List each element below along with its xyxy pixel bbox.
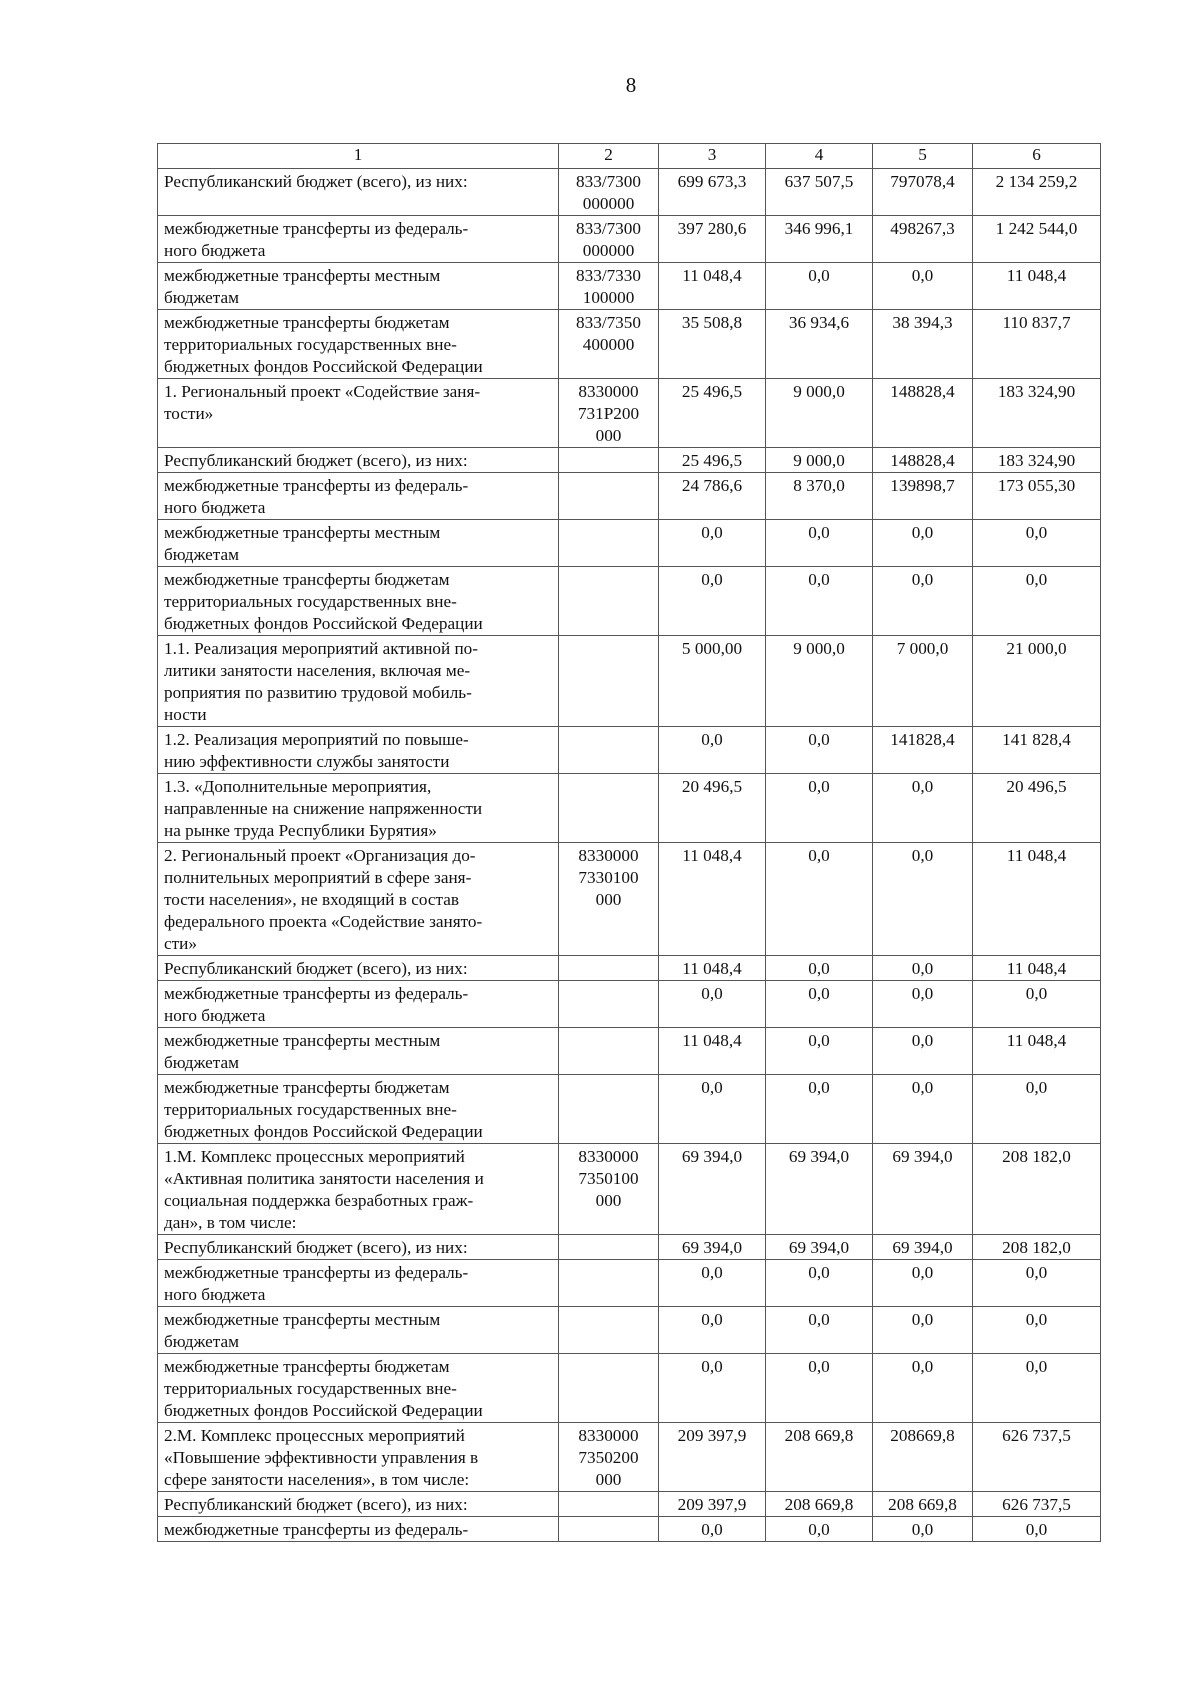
- value-col-6: 0,0: [973, 567, 1101, 636]
- value-col-6: 21 000,0: [973, 636, 1101, 727]
- value-col-3: 0,0: [659, 727, 766, 774]
- row-label: Республиканский бюджет (всего), из них:: [158, 448, 559, 473]
- value-col-6: 11 048,4: [973, 956, 1101, 981]
- value-col-5: 498267,3: [873, 216, 973, 263]
- value-col-6: 173 055,30: [973, 473, 1101, 520]
- value-col-5: 69 394,0: [873, 1235, 973, 1260]
- value-col-3: 0,0: [659, 567, 766, 636]
- value-col-3: 35 508,8: [659, 310, 766, 379]
- budget-code: 8330000 7350100 000: [559, 1144, 659, 1235]
- row-label: межбюджетные трансферты бюджетам территориальных государственных вне- бюджетных фондов Российской Федерации: [158, 1354, 559, 1423]
- budget-code: 833/7330 100000: [559, 263, 659, 310]
- value-col-4: 8 370,0: [766, 473, 873, 520]
- budget-code: [559, 1075, 659, 1144]
- budget-code: [559, 956, 659, 981]
- row-label: 2. Региональный проект «Организация до- полнительных мероприятий в сфере заня- тости населения», не входящий в состав федерального проекта «Содействие занято- сти»: [158, 843, 559, 956]
- value-col-6: 0,0: [973, 1517, 1101, 1542]
- value-col-3: 699 673,3: [659, 169, 766, 216]
- budget-code: 833/7350 400000: [559, 310, 659, 379]
- value-col-5: 0,0: [873, 981, 973, 1028]
- column-header: 4: [766, 144, 873, 169]
- value-col-6: 626 737,5: [973, 1492, 1101, 1517]
- value-col-3: 0,0: [659, 1075, 766, 1144]
- value-col-5: 141828,4: [873, 727, 973, 774]
- value-col-5: 0,0: [873, 1307, 973, 1354]
- row-label: межбюджетные трансферты из федераль- ного бюджета: [158, 473, 559, 520]
- row-label: межбюджетные трансферты местным бюджетам: [158, 1028, 559, 1075]
- value-col-4: 36 934,6: [766, 310, 873, 379]
- value-col-5: 38 394,3: [873, 310, 973, 379]
- value-col-5: 0,0: [873, 1354, 973, 1423]
- table-header-row: [158, 144, 1101, 169]
- table-row: [158, 727, 1101, 774]
- budget-code: 8330000 7330100 000: [559, 843, 659, 956]
- budget-code: 8330000 731P200 000: [559, 379, 659, 448]
- value-col-3: 11 048,4: [659, 1028, 766, 1075]
- value-col-3: 24 786,6: [659, 473, 766, 520]
- value-col-4: 637 507,5: [766, 169, 873, 216]
- value-col-6: 0,0: [973, 1075, 1101, 1144]
- row-label: 1.3. «Дополнительные мероприятия, направленные на снижение напряженности на рынке труда Республики Бурятия»: [158, 774, 559, 843]
- value-col-5: 0,0: [873, 1028, 973, 1075]
- value-col-3: 25 496,5: [659, 379, 766, 448]
- value-col-5: 139898,7: [873, 473, 973, 520]
- value-col-6: 11 048,4: [973, 1028, 1101, 1075]
- budget-code: [559, 473, 659, 520]
- value-col-5: 69 394,0: [873, 1144, 973, 1235]
- budget-code: 8330000 7350200 000: [559, 1423, 659, 1492]
- value-col-3: 11 048,4: [659, 956, 766, 981]
- value-col-6: 0,0: [973, 1307, 1101, 1354]
- row-label: 1.1. Реализация мероприятий активной по- литики занятости населения, включая ме- роприятия по развитию трудовой мобиль- ности: [158, 636, 559, 727]
- budget-code: [559, 1307, 659, 1354]
- value-col-5: 0,0: [873, 1517, 973, 1542]
- row-label: 1.2. Реализация мероприятий по повыше- нию эффективности службы занятости: [158, 727, 559, 774]
- table-row: [158, 473, 1101, 520]
- table-row: [158, 448, 1101, 473]
- value-col-3: 5 000,00: [659, 636, 766, 727]
- value-col-4: 0,0: [766, 981, 873, 1028]
- row-label: 2.М. Комплекс процессных мероприятий «Повышение эффективности управления в сфере занятости населения», в том числе:: [158, 1423, 559, 1492]
- value-col-5: 797078,4: [873, 169, 973, 216]
- budget-code: [559, 1517, 659, 1542]
- value-col-4: 0,0: [766, 567, 873, 636]
- budget-code: [559, 774, 659, 843]
- value-col-3: 0,0: [659, 1354, 766, 1423]
- value-col-5: 0,0: [873, 774, 973, 843]
- row-label: межбюджетные трансферты бюджетам территориальных государственных вне- бюджетных фондов Российской Федерации: [158, 1075, 559, 1144]
- budget-code: 833/7300 000000: [559, 216, 659, 263]
- value-col-6: 1 242 544,0: [973, 216, 1101, 263]
- value-col-5: 0,0: [873, 1075, 973, 1144]
- value-col-6: 141 828,4: [973, 727, 1101, 774]
- row-label: 1. Региональный проект «Содействие заня- тости»: [158, 379, 559, 448]
- row-label: межбюджетные трансферты из федераль-: [158, 1517, 559, 1542]
- table-row: [158, 843, 1101, 956]
- value-col-3: 209 397,9: [659, 1492, 766, 1517]
- table-row: [158, 981, 1101, 1028]
- table-row: [158, 1260, 1101, 1307]
- row-label: межбюджетные трансферты местным бюджетам: [158, 1307, 559, 1354]
- value-col-5: 0,0: [873, 263, 973, 310]
- column-header: 1: [158, 144, 559, 169]
- value-col-6: 20 496,5: [973, 774, 1101, 843]
- value-col-3: 0,0: [659, 520, 766, 567]
- value-col-4: 9 000,0: [766, 379, 873, 448]
- value-col-3: 0,0: [659, 1517, 766, 1542]
- value-col-4: 0,0: [766, 1517, 873, 1542]
- value-col-6: 0,0: [973, 1354, 1101, 1423]
- value-col-6: 11 048,4: [973, 263, 1101, 310]
- value-col-4: 0,0: [766, 727, 873, 774]
- row-label: межбюджетные трансферты местным бюджетам: [158, 263, 559, 310]
- value-col-5: 0,0: [873, 843, 973, 956]
- value-col-4: 0,0: [766, 1075, 873, 1144]
- value-col-3: 0,0: [659, 1260, 766, 1307]
- table-row: [158, 774, 1101, 843]
- table-row: [158, 636, 1101, 727]
- table-row: [158, 1492, 1101, 1517]
- table-row: [158, 1423, 1101, 1492]
- value-col-6: 0,0: [973, 981, 1101, 1028]
- value-col-3: 209 397,9: [659, 1423, 766, 1492]
- table-row: [158, 169, 1101, 216]
- value-col-4: 0,0: [766, 774, 873, 843]
- table-row: [158, 1307, 1101, 1354]
- value-col-5: 208 669,8: [873, 1492, 973, 1517]
- table-row: [158, 1028, 1101, 1075]
- value-col-6: 11 048,4: [973, 843, 1101, 956]
- value-col-3: 11 048,4: [659, 843, 766, 956]
- value-col-3: 25 496,5: [659, 448, 766, 473]
- value-col-4: 0,0: [766, 1354, 873, 1423]
- value-col-4: 9 000,0: [766, 448, 873, 473]
- table-row: [158, 520, 1101, 567]
- value-col-5: 0,0: [873, 1260, 973, 1307]
- row-label: Республиканский бюджет (всего), из них:: [158, 169, 559, 216]
- value-col-4: 69 394,0: [766, 1144, 873, 1235]
- row-label: Республиканский бюджет (всего), из них:: [158, 1235, 559, 1260]
- column-header: 6: [973, 144, 1101, 169]
- value-col-3: 69 394,0: [659, 1235, 766, 1260]
- value-col-4: 208 669,8: [766, 1492, 873, 1517]
- table-row: [158, 1235, 1101, 1260]
- table-body: [158, 169, 1101, 1542]
- page-number: 8: [625, 73, 637, 97]
- value-col-3: 69 394,0: [659, 1144, 766, 1235]
- value-col-4: 208 669,8: [766, 1423, 873, 1492]
- value-col-5: 7 000,0: [873, 636, 973, 727]
- row-label: межбюджетные трансферты из федераль- ного бюджета: [158, 1260, 559, 1307]
- value-col-3: 20 496,5: [659, 774, 766, 843]
- value-col-6: 208 182,0: [973, 1235, 1101, 1260]
- table-row: [158, 1517, 1101, 1542]
- value-col-4: 0,0: [766, 520, 873, 567]
- value-col-3: 397 280,6: [659, 216, 766, 263]
- table-row: [158, 310, 1101, 379]
- value-col-6: 626 737,5: [973, 1423, 1101, 1492]
- budget-code: [559, 520, 659, 567]
- value-col-6: 208 182,0: [973, 1144, 1101, 1235]
- table-row: [158, 567, 1101, 636]
- value-col-4: 0,0: [766, 1028, 873, 1075]
- row-label: Республиканский бюджет (всего), из них:: [158, 1492, 559, 1517]
- row-label: межбюджетные трансферты местным бюджетам: [158, 520, 559, 567]
- value-col-5: 148828,4: [873, 379, 973, 448]
- value-col-3: 11 048,4: [659, 263, 766, 310]
- budget-code: [559, 1235, 659, 1260]
- value-col-5: 0,0: [873, 520, 973, 567]
- budget-code: [559, 448, 659, 473]
- table-row: [158, 1354, 1101, 1423]
- budget-table: [157, 143, 1101, 1542]
- column-header: 3: [659, 144, 766, 169]
- row-label: межбюджетные трансферты из федераль- ного бюджета: [158, 981, 559, 1028]
- table-row: [158, 1144, 1101, 1235]
- budget-code: [559, 727, 659, 774]
- budget-code: 833/7300 000000: [559, 169, 659, 216]
- row-label: 1.М. Комплекс процессных мероприятий «Активная политика занятости населения и социальная поддержка безработных граж- дан», в том числе:: [158, 1144, 559, 1235]
- value-col-3: 0,0: [659, 1307, 766, 1354]
- value-col-6: 183 324,90: [973, 379, 1101, 448]
- column-header: 2: [559, 144, 659, 169]
- value-col-6: 110 837,7: [973, 310, 1101, 379]
- value-col-4: 0,0: [766, 956, 873, 981]
- row-label: межбюджетные трансферты из федераль- ного бюджета: [158, 216, 559, 263]
- value-col-4: 69 394,0: [766, 1235, 873, 1260]
- row-label: межбюджетные трансферты бюджетам территориальных государственных вне- бюджетных фондов Российской Федерации: [158, 567, 559, 636]
- column-header: 5: [873, 144, 973, 169]
- table-row: [158, 956, 1101, 981]
- budget-code: [559, 981, 659, 1028]
- budget-code: [559, 1260, 659, 1307]
- table-row: [158, 379, 1101, 448]
- value-col-6: 0,0: [973, 520, 1101, 567]
- value-col-4: 0,0: [766, 843, 873, 956]
- value-col-6: 183 324,90: [973, 448, 1101, 473]
- value-col-5: 148828,4: [873, 448, 973, 473]
- value-col-5: 208669,8: [873, 1423, 973, 1492]
- value-col-4: 0,0: [766, 263, 873, 310]
- table-row: [158, 263, 1101, 310]
- row-label: межбюджетные трансферты бюджетам территориальных государственных вне- бюджетных фондов Российской Федерации: [158, 310, 559, 379]
- table-row: [158, 1075, 1101, 1144]
- row-label: Республиканский бюджет (всего), из них:: [158, 956, 559, 981]
- budget-code: [559, 636, 659, 727]
- value-col-3: 0,0: [659, 981, 766, 1028]
- value-col-4: 0,0: [766, 1307, 873, 1354]
- budget-code: [559, 1354, 659, 1423]
- value-col-4: 9 000,0: [766, 636, 873, 727]
- value-col-6: 0,0: [973, 1260, 1101, 1307]
- value-col-5: 0,0: [873, 956, 973, 981]
- budget-code: [559, 1492, 659, 1517]
- table-row: [158, 216, 1101, 263]
- budget-code: [559, 1028, 659, 1075]
- value-col-6: 2 134 259,2: [973, 169, 1101, 216]
- value-col-4: 346 996,1: [766, 216, 873, 263]
- budget-code: [559, 567, 659, 636]
- value-col-4: 0,0: [766, 1260, 873, 1307]
- value-col-5: 0,0: [873, 567, 973, 636]
